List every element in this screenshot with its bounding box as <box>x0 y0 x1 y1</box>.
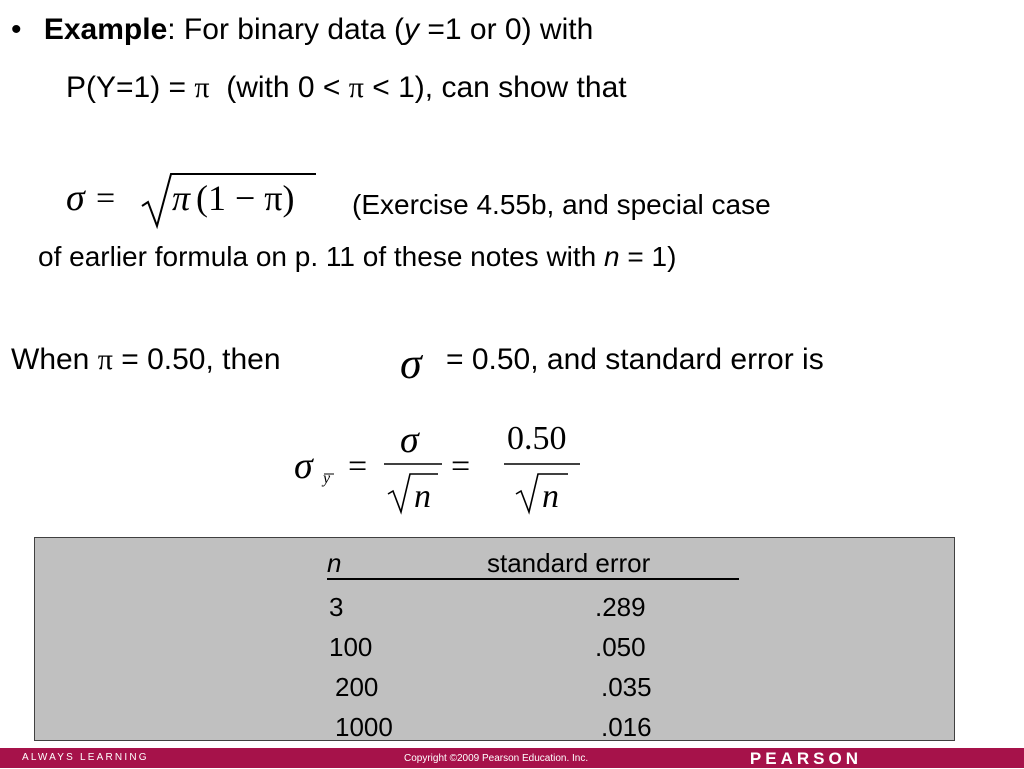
fraction1-bar-and-sqrt-icon <box>380 458 446 520</box>
formula2-denominator-n: n <box>414 478 431 515</box>
note-text-b: = 1) <box>619 241 677 272</box>
formula2-equals-1: = <box>348 448 368 485</box>
pi-symbol-2: π <box>348 71 364 104</box>
exercise-note-line2 <box>38 240 676 274</box>
formula1-radicand: (1 − π) <box>196 178 295 218</box>
example-heading: Example <box>43 13 168 46</box>
table-header <box>327 548 739 580</box>
formula2-subscript: y <box>323 470 331 487</box>
footer-bar <box>0 748 1024 768</box>
formula2-sigma: σ <box>294 445 313 487</box>
note-n-variable: n <box>604 241 620 272</box>
header-n: n <box>327 548 342 578</box>
table-row-se: .289 <box>595 592 646 622</box>
formula2-denominator-n-2: n <box>542 478 559 515</box>
probability-line <box>66 70 627 106</box>
prob-text-b: (with 0 < <box>209 71 349 104</box>
pearson-logo: PEARSON <box>749 749 862 768</box>
table-row-n: 100 <box>329 632 373 662</box>
bar-over-y-icon <box>322 472 336 478</box>
when-line-a <box>11 342 281 378</box>
table-row-n: 200 <box>335 672 379 702</box>
bullet-marker: • <box>11 13 22 46</box>
table-row-se: .035 <box>601 672 652 702</box>
footer-tagline: ALWAYS LEARNING <box>22 752 149 763</box>
header-standard-error: standard error <box>487 548 651 578</box>
footer-copyright: Copyright ©2009 Pearson Education. Inc. <box>404 753 589 764</box>
when-text-b: = 0.50, then <box>112 343 281 376</box>
table-row-se: .050 <box>595 632 646 662</box>
example-text-a: : For binary data ( <box>167 13 405 46</box>
formula2-numerator-value: 0.50 <box>507 420 567 457</box>
formula2-numerator-sigma: σ <box>400 419 419 461</box>
formula1-pi: π <box>172 178 191 218</box>
formula1-equals: = <box>96 180 116 217</box>
standard-error-table <box>34 537 955 741</box>
formula2-equals-2: = <box>451 448 471 485</box>
pi-symbol: π <box>194 71 210 104</box>
when-text-a: When <box>11 343 98 376</box>
y-variable: y <box>404 13 420 46</box>
table-row-n: 1000 <box>335 712 393 742</box>
example-text-b: =1 or 0) with <box>419 13 594 46</box>
when-text-c: = 0.50, and standard error is <box>446 343 824 376</box>
prob-text-c: < 1), can show that <box>363 71 627 104</box>
exercise-note-line1: (Exercise 4.55b, and special case <box>352 189 771 220</box>
note-text-a: of earlier formula on p. 11 of these notes with <box>38 241 605 272</box>
table-row-se: .016 <box>601 712 652 742</box>
table-row-n: 3 <box>329 592 344 622</box>
when-sigma: σ <box>400 339 422 388</box>
prob-text-a: P(Y=1) = <box>66 71 195 104</box>
when-pi-symbol: π <box>97 343 113 376</box>
formula1-sigma: σ <box>66 177 85 219</box>
example-bullet-line <box>11 12 593 48</box>
